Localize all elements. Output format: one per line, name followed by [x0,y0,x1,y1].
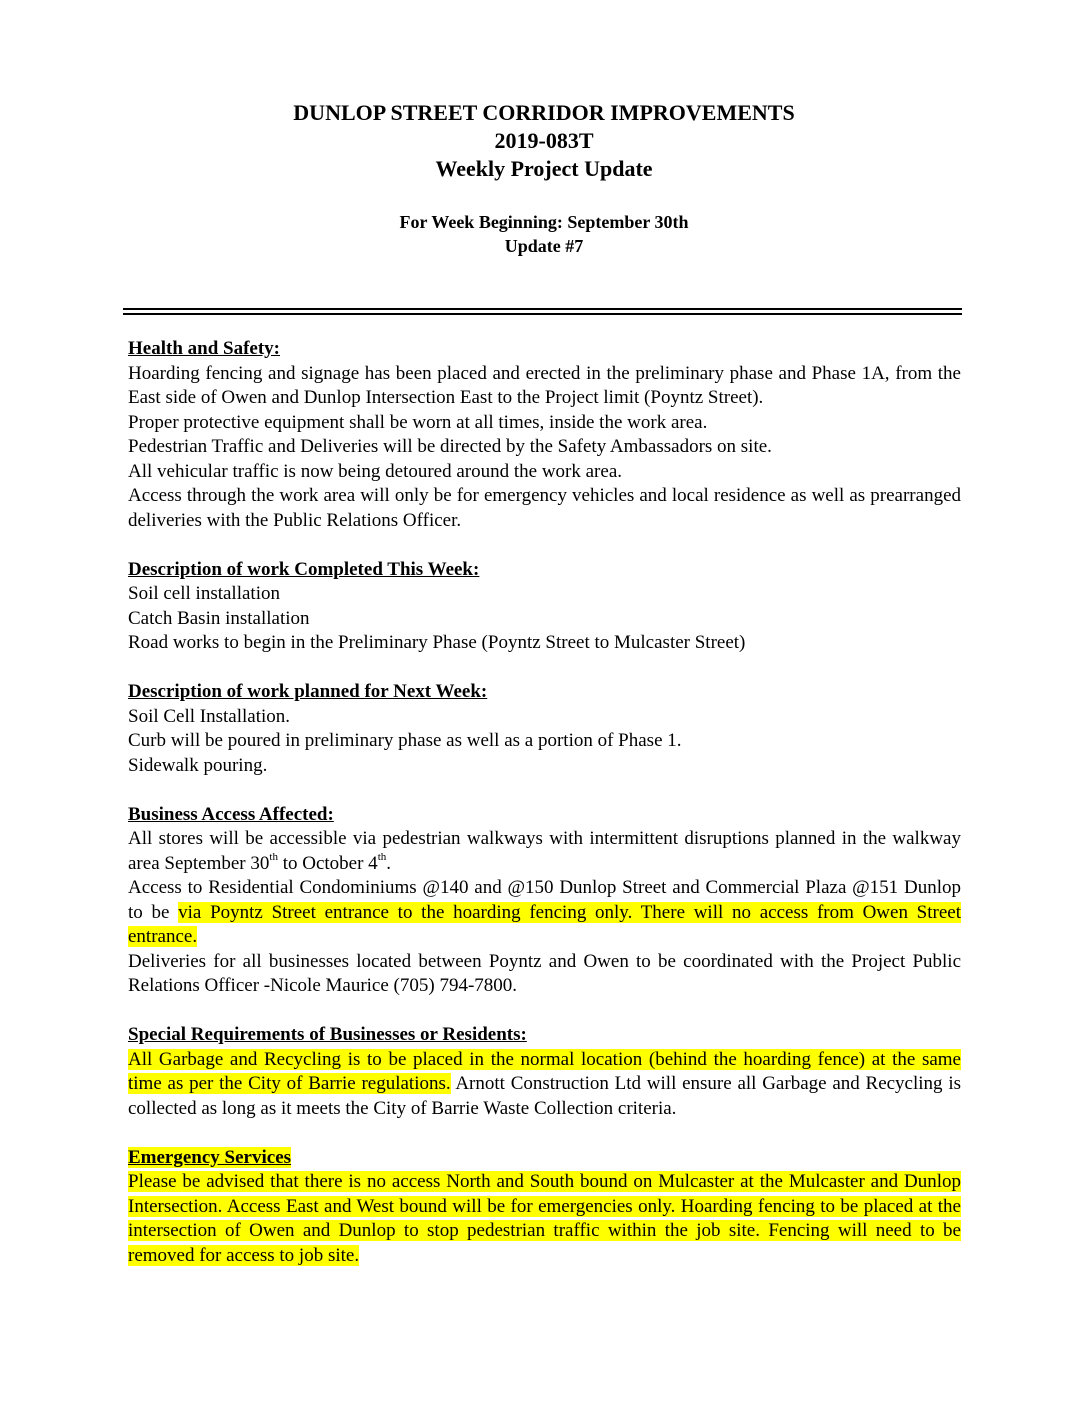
divider-top [123,308,962,310]
list-item: Soil Cell Installation. [128,705,291,727]
highlighted-text: All Garbage and Recycling is to be placed in the normal location (behind the hoarding fence) at the same time as per the City of Barrie regulations. [128,1048,961,1094]
business-access-section [128,803,961,999]
special-requirements-section [128,1023,961,1121]
document-body [128,337,961,1293]
health-safety-paragraph: All vehicular traffic is now being detoured around the work area. [128,460,622,482]
health-safety-paragraph: Pedestrian Traffic and Deliveries will be directed by the Safety Ambassadors on site. [128,436,772,457]
title-line-3: Weekly Project Update [435,156,653,181]
completed-work-section [128,558,961,656]
list-item: Curb will be poured in preliminary phase as well as a portion of Phase 1. [128,730,682,751]
week-line: For Week Beginning: September 30th [399,212,689,232]
special-requirements-heading: Special Requirements of Businesses or Residents: [128,1024,527,1045]
list-item: Soil cell installation [128,583,280,604]
completed-work-heading: Description of work Completed This Week: [128,558,480,580]
special-requirements-paragraph: All Garbage and Recycling is to be placed in the normal location (behind the hoarding fence) at the same time as per the City of Barrie regulations. Arnott Construction Ltd will ensure all Garbage and Recycling is collected as long as it meets the City of Barrie Waste Collection criteria. [128,1048,961,1119]
health-safety-heading: Health and Safety: [128,338,280,359]
emergency-services-heading: Emergency Services [128,1146,292,1168]
list-item: Road works to begin in the Preliminary Phase (Poyntz Street to Mulcaster Street) [128,632,746,653]
emergency-services-paragraph [128,1170,961,1268]
planned-work-heading: Description of work planned for Next Week: [128,681,488,702]
health-safety-section [128,337,961,533]
list-item: Sidewalk pouring. [128,754,268,776]
highlighted-text: Please be advised that there is no access North and South bound on Mulcaster at the Mulcaster and Dunlop Intersection. Access East and West bound will be for emergencies only. Hoarding fencing to be placed at the intersection of Owen and Dunlop to stop pedestrian traffic within the job site. Fencing will need to be removed for access to job site. [128,1171,961,1266]
business-access-paragraph: Deliveries for all businesses located between Poyntz and Owen to be coordinated with the Project Public Relations Officer -Nicole Maurice (705) 794-7800. [128,950,961,996]
update-number: Update #7 [504,236,584,256]
health-safety-paragraph: Proper protective equipment shall be worn at all times, inside the work area. [128,411,708,433]
title-line-2: 2019-083T [494,128,594,153]
emergency-services-section [128,1146,961,1269]
health-safety-paragraph: Access through the work area will only be for emergency vehicles and local residence as well as prearranged deliveries with the Public Relations Officer. [128,485,961,531]
divider-bottom [123,313,962,315]
health-safety-paragraph: Hoarding fencing and signage has been placed and erected in the preliminary phase and Phase 1A, from the East side of Owen and Dunlop Intersection East to the Project limit (Poyntz Street). [128,362,961,408]
title-line-1: DUNLOP STREET CORRIDOR IMPROVEMENTS [293,100,795,125]
list-item: Catch Basin installation [128,607,310,629]
business-access-heading: Business Access Affected: [128,803,334,825]
planned-work-section [128,680,961,778]
document-title [0,99,1088,183]
highlighted-text: via Poyntz Street entrance to the hoarding fencing only. There will no access from Owen Street entrance. [128,901,962,947]
business-access-paragraph: All stores will be accessible via pedestrian walkways with intermittent disruptions planned in the walkway area September 30th to October 4th. [128,828,961,874]
business-access-paragraph: Access to Residential Condominiums @140 and @150 Dunlop Street and Commercial Plaza @151 Dunlop to be via Poyntz Street entrance to the hoarding fencing only. There will no access from Owen Street entrance. [128,877,962,947]
